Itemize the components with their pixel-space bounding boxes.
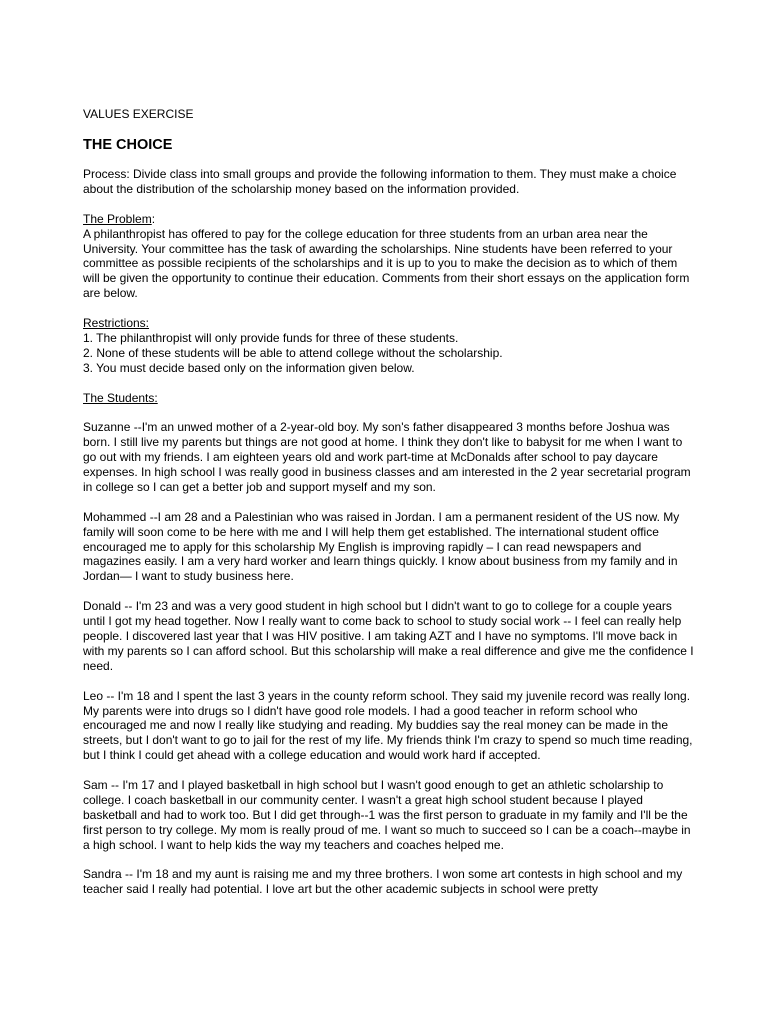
exercise-label: VALUES EXERCISE [83,107,194,121]
students-heading: The Students: [83,390,158,405]
problem-section [83,212,695,301]
problem-paragraph: A philanthropist has offered to pay for the college education for three students from an urban area near the University. Your committee has the task of awarding the scholarships. Nine students have been referred to your committee as possible recipients of the scholarships and it is up to you to make the decision as to which of them will be given the opportunity to continue their education. Comments from their short essays on the application form are below. [83,226,690,301]
problem-heading-colon: : [151,211,156,226]
student-essay-sandra: Sandra -- I'm 18 and my aunt is raising me and my three brothers. I won some art contests in high school and my teacher said I really had potential. I love art but the other academic subjects in school were pretty [83,867,683,897]
document-title: THE CHOICE [83,137,173,153]
problem-heading: The Problem [83,211,152,226]
restriction-item: 3. You must decide based only on the information given below. [83,360,415,375]
restrictions-heading: Restrictions: [83,316,150,331]
process-paragraph: Process: Divide class into small groups and provide the following information to them. They must make a choice about the distribution of the scholarship money based on the information provided. [83,167,677,196]
student-essay-leo: Leo -- I'm 18 and I spent the last 3 years in the county reform school. They said my juvenile record was really long. My parents were into drugs so I didn't have good role models. I had a good teacher in reform school who encouraged me and now I really like studying and reading. My buddies say the real money can be made in the streets, but I don't want to go to jail for the rest of my life. My friends think I'm crazy to spend so much time reading, but I think I could get ahead with a college education and would work hard if accepted. [83,688,693,763]
restriction-item: 1. The philanthropist will only provide funds for three of these students. [83,330,459,345]
student-essay-suzanne: Suzanne --I'm an unwed mother of a 2-year-old boy. My son's father disappeared 3 months before Joshua was born. I still live my parents but things are not good at home. I think they don't like to babysit for me when I want to go out with my friends. I am eighteen years old and work part-time at McDonalds after school to pay daycare expenses. In high school I was really good in business classes and am interested in the 2 year secretarial program in college so I can get a better job and support myself and my son. [83,420,691,494]
document-page [83,107,695,897]
students-section [83,391,695,406]
restrictions-section [83,316,695,376]
student-essay-sam: Sam -- I'm 17 and I played basketball in high school but I wasn't good enough to get an athletic scholarship to college. I coach basketball in our community center. I wasn't a great high school student because I played basketball and had to work too. But I did get through--1 was the first person to graduate in my family and I'll be the first person to try college. My mom is really proud of me. I want so much to succeed so I can be a coach--maybe in a high school. I want to help kids the way my teachers and coaches helped me. [83,778,691,852]
student-essay-mohammed: Mohammed --I am 28 and a Palestinian who was raised in Jordan. I am a permanent resident of the US now. My family will soon come to be here with me and I will help them get established. The international student office encouraged me to apply for this scholarship My English is improving rapidly – I can read newspapers and magazines easily. I am a very hard worker and learn things quickly. I know about business from my family and in Jordan— I want to study business here. [83,509,680,584]
student-essay-donald: Donald -- I'm 23 and was a very good student in high school but I didn't want to go to college for a couple years until I got my head together. Now I really want to come back to school to study social work -- I feel can really help people. I discovered last year that I was HIV positive. I am taking AZT and I have no symptoms. I'll move back in with my parents so I can afford school. But this scholarship will make a real difference and give me the confidence I need. [83,599,694,673]
restriction-item: 2. None of these students will be able to attend college without the scholarship. [83,345,503,360]
